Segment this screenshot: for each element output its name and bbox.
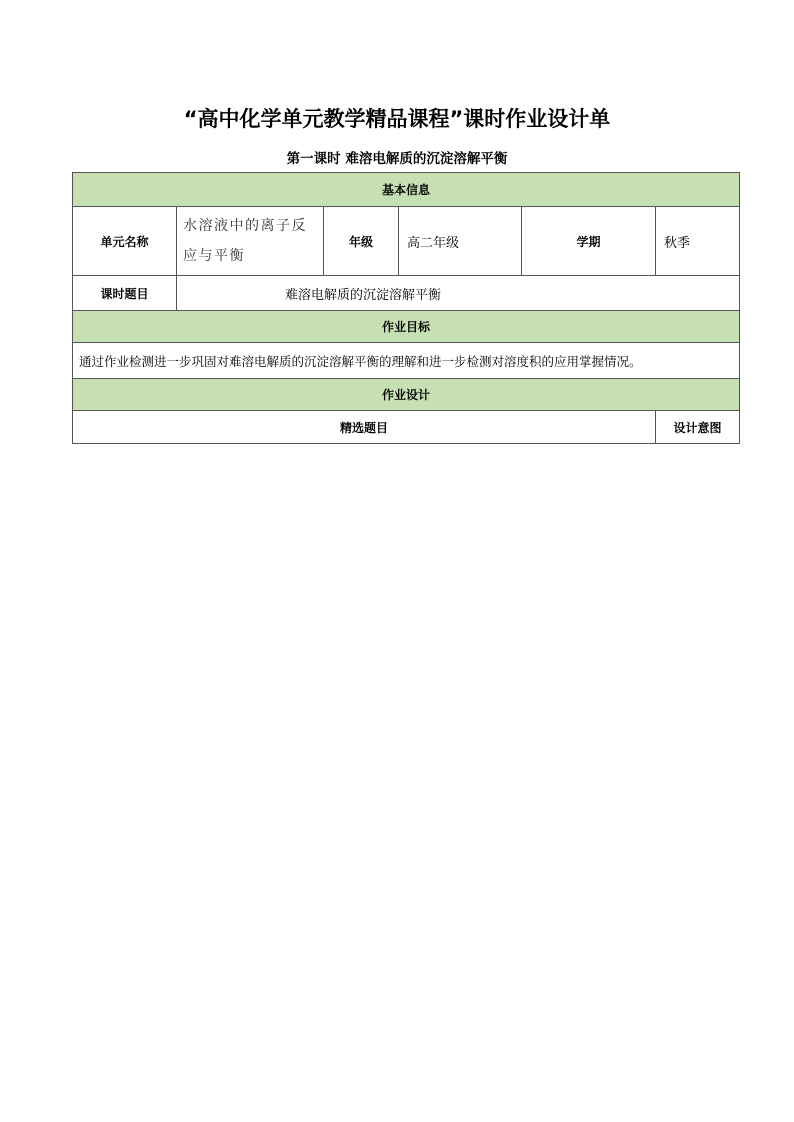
grade-value: 高二年级 — [399, 207, 522, 276]
topic-value: 难溶电解质的沉淀溶解平衡 — [177, 276, 740, 311]
page-title: “高中化学单元教学精品课程”课时作业设计单 — [183, 107, 611, 131]
questions-column-header: 精选题目 — [73, 411, 656, 444]
page-subtitle: 第一课时 难溶电解质的沉淀溶解平衡 — [286, 151, 508, 167]
unit-name-value: 水溶液中的离子反应与平衡 — [177, 207, 324, 276]
section-goal: 作业目标 — [73, 311, 740, 343]
section-design: 作业设计 — [73, 379, 740, 411]
section-basic-info: 基本信息 — [73, 173, 740, 207]
grade-label: 年级 — [324, 207, 399, 276]
unit-name-label: 单元名称 — [73, 207, 177, 276]
intent-column-header: 设计意图 — [656, 411, 740, 444]
term-value: 秋季 — [656, 207, 740, 276]
term-label: 学期 — [522, 207, 656, 276]
homework-design-table — [72, 172, 740, 444]
goal-text: 通过作业检测进一步巩固对难溶电解质的沉淀溶解平衡的理解和进一步检测对溶度积的应用掌握情况。 — [73, 343, 740, 379]
topic-label: 课时题目 — [73, 276, 177, 311]
